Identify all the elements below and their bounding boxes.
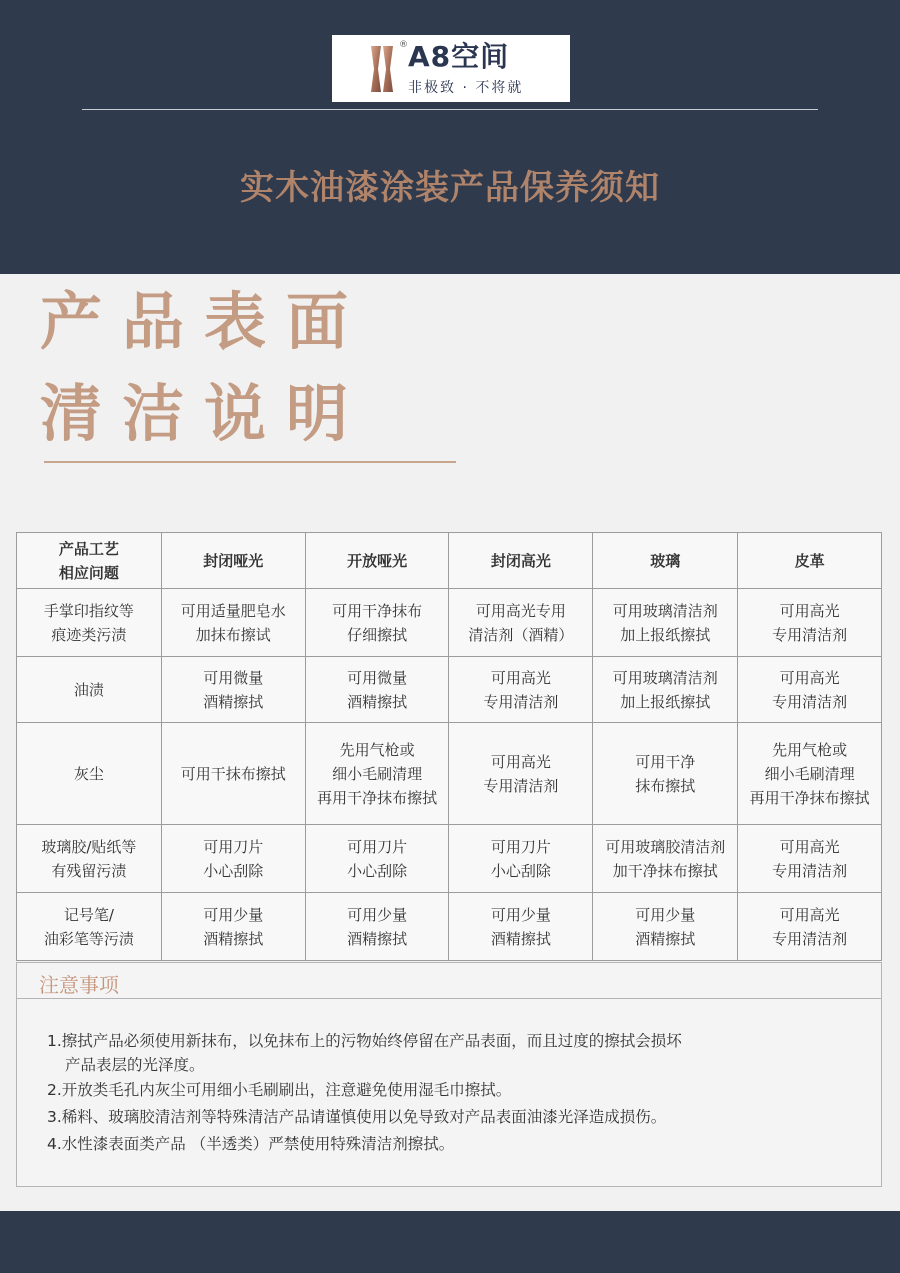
issue-cell (17, 657, 162, 723)
method-cell (305, 893, 449, 961)
method-cell (305, 825, 449, 893)
notes-title: 注意事项 (39, 973, 119, 997)
cell-text-line: 可用高光 (779, 837, 840, 856)
cell-text-line: 再用干净抹布擦拭 (749, 788, 870, 807)
cell-text-line: 油渍 (73, 680, 104, 699)
cell-text-line: 灰尘 (73, 764, 104, 783)
method-cell (161, 589, 305, 657)
table-row (17, 893, 882, 961)
cell-text-line: 可用玻璃胶清洁剂 (605, 837, 726, 856)
cell-text-line: 记号笔/ (63, 905, 114, 924)
method-cell (305, 723, 449, 825)
header-corner-line: 产品工艺 (58, 539, 119, 558)
cell-text-line: 加干净抹布擦拭 (612, 861, 718, 880)
cell-text-line: 可用微量 (347, 668, 408, 687)
cell-text-line: 仔细擦拭 (347, 625, 408, 644)
cell-text-line: 可用高光 (779, 905, 840, 924)
issue-cell (17, 723, 162, 825)
brand-logo (332, 35, 570, 102)
method-cell (593, 723, 738, 825)
method-cell (449, 825, 593, 893)
method-cell (161, 657, 305, 723)
cell-text-line: 可用高光 (779, 601, 840, 620)
cell-text-line: 专用清洁剂 (772, 861, 848, 880)
method-cell (305, 657, 449, 723)
cell-text-line: 玻璃胶/贴纸等 (41, 837, 137, 856)
header-band (0, 0, 900, 274)
cell-text-line: 细小毛刷清理 (764, 764, 855, 783)
cell-text-line: 酒精擦拭 (347, 929, 408, 948)
cell-text-line: 可用刀片 (203, 837, 264, 856)
table-row (17, 723, 882, 825)
cell-text-line: 可用高光 (490, 668, 551, 687)
cell-text-line: 有残留污渍 (51, 861, 127, 880)
method-cell (738, 657, 882, 723)
note-item-continued: 产品表层的光泽度。 (65, 1056, 205, 1074)
cell-text-line: 油彩笔等污渍 (43, 929, 134, 948)
cell-text-line: 专用清洁剂 (772, 692, 848, 711)
method-cell (449, 657, 593, 723)
cell-text-line: 专用清洁剂 (483, 692, 559, 711)
cell-text-line: 酒精擦拭 (347, 692, 408, 711)
cell-text-line: 先用气枪或 (772, 740, 848, 759)
issue-cell (17, 589, 162, 657)
column-header: 开放哑光 (305, 533, 449, 589)
method-cell (593, 657, 738, 723)
cell-text-line: 酒精擦拭 (203, 929, 264, 948)
registered-mark: ® (399, 40, 408, 50)
cell-text-line: 酒精擦拭 (635, 929, 696, 948)
method-cell (738, 893, 882, 961)
header-corner-cell (17, 533, 162, 589)
cell-text-line: 清洁剂（酒精） (468, 625, 574, 644)
page-title: 实木油漆涂装产品保养须知 (240, 168, 660, 208)
column-header: 封闭哑光 (161, 533, 305, 589)
method-cell (449, 723, 593, 825)
hero-title-line2: 清洁说明 (40, 377, 369, 450)
notes-header (17, 963, 881, 999)
note-item: 4.水性漆表面类产品 （半透类）严禁使用特殊清洁剂擦拭。 (47, 1135, 455, 1153)
column-header: 玻璃 (593, 533, 738, 589)
cell-text-line: 可用少量 (347, 905, 408, 924)
cell-text-line: 可用少量 (490, 905, 551, 924)
logo-brand-text: A8空间 (408, 40, 510, 73)
note-item: 1.擦拭产品必须使用新抹布，以免抹布上的污物始终停留在产品表面，而且过度的擦拭会损坏 (47, 1032, 682, 1050)
issue-cell (17, 893, 162, 961)
cell-text-line: 可用微量 (203, 668, 264, 687)
cell-text-line: 可用干净 (635, 752, 696, 771)
cell-text-line: 可用少量 (203, 905, 264, 924)
cell-text-line: 可用玻璃清洁剂 (612, 668, 718, 687)
hero-divider (44, 461, 456, 463)
method-cell (738, 589, 882, 657)
method-cell (738, 825, 882, 893)
issue-cell (17, 825, 162, 893)
footer-band (0, 1211, 900, 1273)
cleaning-table (16, 532, 882, 961)
column-header: 皮革 (738, 533, 882, 589)
cell-text-line: 专用清洁剂 (772, 929, 848, 948)
header-divider (82, 109, 818, 110)
column-header: 封闭高光 (449, 533, 593, 589)
method-cell (449, 893, 593, 961)
method-cell (593, 893, 738, 961)
method-cell (161, 723, 305, 825)
cell-text-line: 加抹布擦试 (195, 625, 271, 644)
cell-text-line: 酒精擦拭 (203, 692, 264, 711)
note-item: 3.稀料、玻璃胶清洁剂等特殊清洁产品请谨慎使用以免导致对产品表面油漆光泽造成损伤。 (47, 1108, 667, 1126)
hero-title-line1: 产品表面 (40, 285, 369, 358)
cell-text-line: 手掌印指纹等 (43, 601, 134, 620)
cell-text-line: 可用玻璃清洁剂 (612, 601, 718, 620)
cell-text-line: 可用适量肥皂水 (180, 601, 286, 620)
cell-text-line: 可用高光专用 (475, 601, 566, 620)
table-row (17, 657, 882, 723)
cell-text-line: 加上报纸擦拭 (620, 692, 711, 711)
method-cell (738, 723, 882, 825)
cell-text-line: 专用清洁剂 (772, 625, 848, 644)
cell-text-line: 小心刮除 (490, 861, 551, 880)
cell-text-line: 可用刀片 (490, 837, 551, 856)
cell-text-line: 专用清洁剂 (483, 776, 559, 795)
table-row (17, 589, 882, 657)
cell-text-line: 小心刮除 (203, 861, 264, 880)
cell-text-line: 先用气枪或 (339, 740, 415, 759)
method-cell (161, 893, 305, 961)
cell-text-line: 痕迹类污渍 (51, 625, 127, 644)
table-row (17, 825, 882, 893)
cell-text-line: 细小毛刷清理 (332, 764, 423, 783)
cell-text-line: 抹布擦拭 (635, 776, 696, 795)
cell-text-line: 可用干抹布擦拭 (180, 764, 286, 783)
logo-emblem-icon (368, 44, 396, 94)
method-cell (305, 589, 449, 657)
cell-text-line: 可用刀片 (347, 837, 408, 856)
notes-section (16, 962, 882, 1187)
cell-text-line: 再用干净抹布擦拭 (317, 788, 438, 807)
method-cell (449, 589, 593, 657)
note-item: 2.开放类毛孔内灰尘可用细小毛刷刷出，注意避免使用湿毛巾擦拭。 (47, 1081, 512, 1099)
cell-text-line: 加上报纸擦拭 (620, 625, 711, 644)
table-header-row (17, 533, 882, 589)
header-corner-line: 相应问题 (58, 563, 119, 582)
logo-slogan: 非极致 · 不将就 (408, 80, 524, 96)
cell-text-line: 小心刮除 (347, 861, 408, 880)
cell-text-line: 可用少量 (635, 905, 696, 924)
cell-text-line: 可用高光 (490, 752, 551, 771)
method-cell (593, 589, 738, 657)
method-cell (593, 825, 738, 893)
cell-text-line: 可用高光 (779, 668, 840, 687)
cell-text-line: 可用干净抹布 (332, 601, 423, 620)
method-cell (161, 825, 305, 893)
cell-text-line: 酒精擦拭 (490, 929, 551, 948)
